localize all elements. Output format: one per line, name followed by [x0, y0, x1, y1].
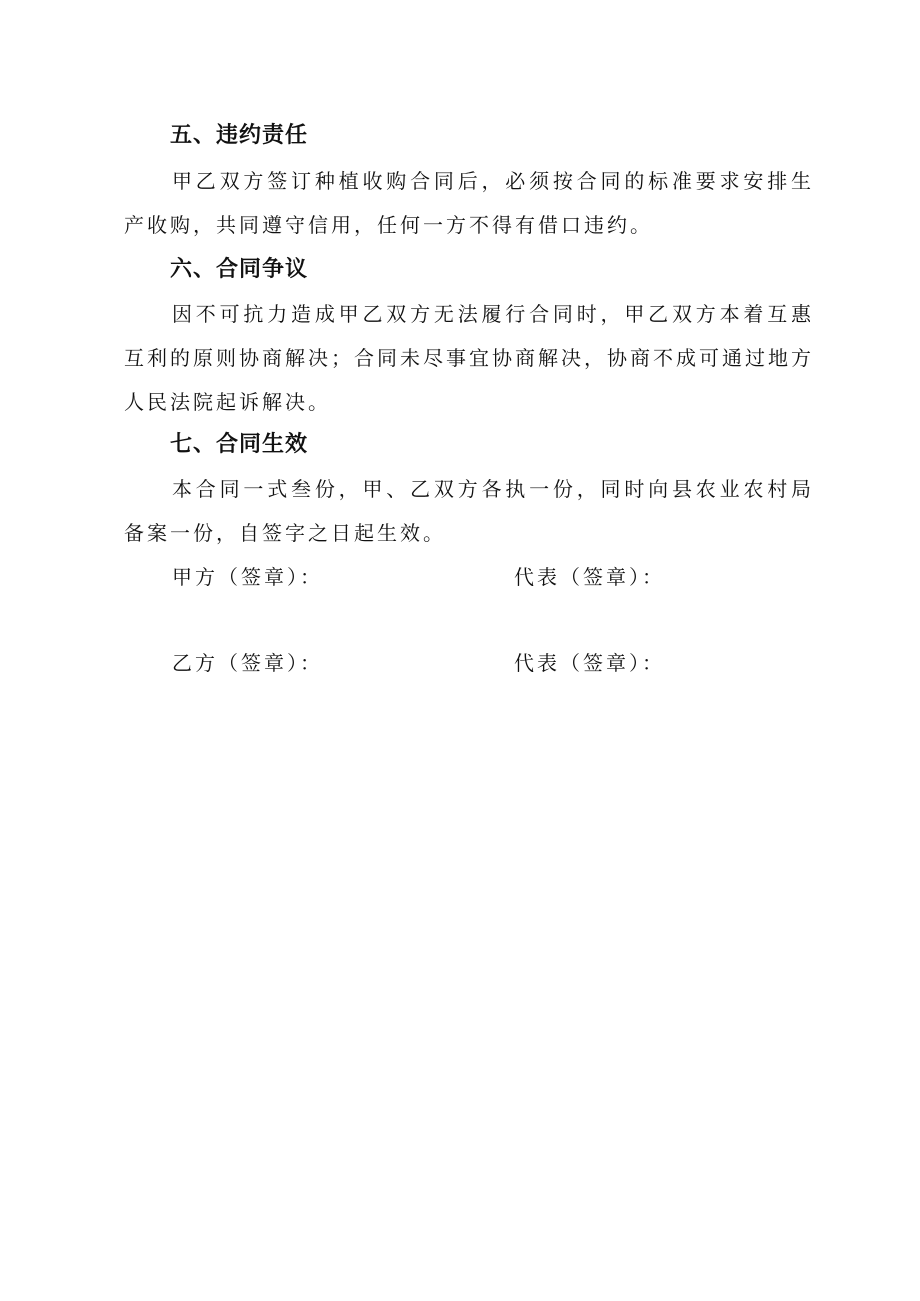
party-a-representative-signature-label: 代表（签章）： [514, 565, 665, 589]
section-body-dispute: 因不可抗力造成甲乙双方无法履行合同时，甲乙双方本着互惠互利的原则协商解决；合同未尽事宜协商解决，协商不成可通过地方人民法院起诉解决。 [124, 302, 814, 414]
section-heading-dispute: 六、合同争议 [170, 257, 309, 282]
section-body-effect: 本合同一式叁份，甲、乙双方各执一份，同时向县农业农村局备案一份，自签字之日起生效。 [124, 477, 814, 545]
section-heading-breach: 五、违约责任 [170, 123, 309, 148]
section-heading-effect: 七、合同生效 [170, 432, 309, 457]
party-a-signature-label: 甲方（签章）： [172, 565, 323, 589]
section-body-breach: 甲乙双方签订种植收购合同后，必须按合同的标准要求安排生产收购，共同遵守信用，任何一方不得有借口违约。 [124, 169, 814, 237]
party-b-representative-signature-label: 代表（签章）： [514, 651, 665, 675]
party-b-signature-label: 乙方（签章）： [172, 651, 323, 675]
